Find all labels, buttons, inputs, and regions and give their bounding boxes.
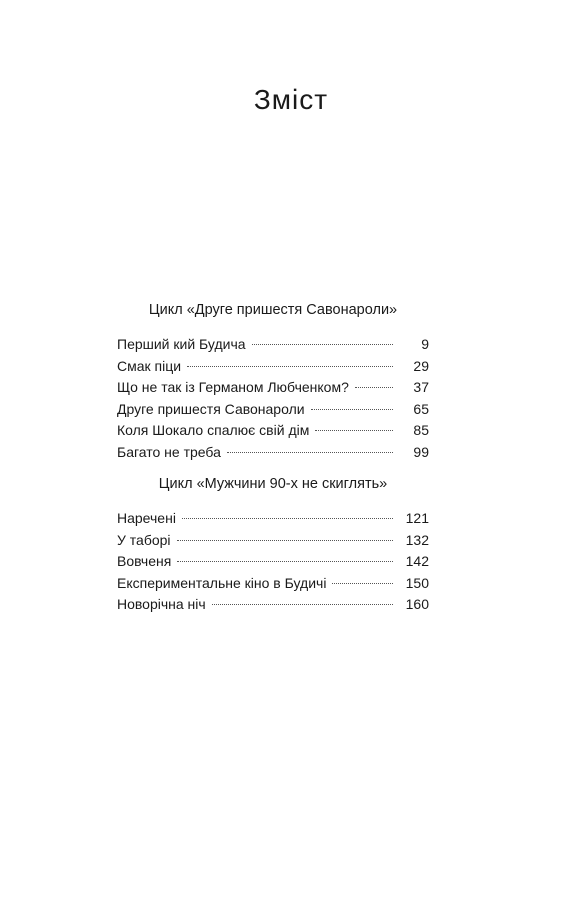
toc-entry-title: Новорічна ніч	[117, 596, 206, 612]
toc-entry-page: 85	[413, 422, 429, 438]
dot-leader	[332, 583, 393, 584]
toc-section	[117, 474, 429, 616]
toc-entry[interactable]	[117, 356, 429, 378]
dot-leader	[177, 540, 393, 541]
toc-entry-title: Експериментальне кіно в Будичі	[117, 574, 327, 591]
toc-entry[interactable]	[117, 442, 429, 464]
page-title: Зміст	[253, 84, 329, 115]
toc-list	[117, 508, 429, 616]
toc-entry-page: 160	[405, 596, 429, 612]
dot-leader	[315, 430, 393, 431]
toc-entry[interactable]	[117, 377, 429, 399]
dot-leader	[227, 452, 393, 453]
dot-leader	[311, 409, 393, 410]
toc-entry-title: Вовченя	[117, 553, 172, 569]
toc-entry-title: Багато не треба	[117, 443, 221, 460]
toc-entry[interactable]	[117, 420, 429, 442]
toc-entry-title: Коля Шокало спалює свій дім	[117, 422, 310, 438]
toc-entry-page: 29	[413, 357, 429, 374]
toc-entry[interactable]	[117, 530, 429, 552]
toc-entry-page: 121	[405, 510, 429, 526]
toc-entry[interactable]	[117, 508, 429, 530]
toc-entry-title: Смак піци	[117, 357, 182, 374]
toc-entry-page: 132	[405, 531, 429, 548]
dot-leader	[212, 604, 393, 605]
toc-list	[117, 334, 429, 463]
toc-entry[interactable]	[117, 399, 429, 421]
toc-entry-title: Друге пришестя Савонароли	[117, 400, 305, 417]
dot-leader	[355, 387, 393, 388]
toc-entry-title: Перший кий Будича	[117, 336, 246, 352]
dot-leader	[177, 561, 393, 562]
toc-entry[interactable]	[117, 573, 429, 595]
toc-entry-page: 150	[405, 574, 429, 591]
section-heading: Цикл «Мужчини 90-х не скиглять»	[158, 476, 388, 492]
toc-entry[interactable]	[117, 594, 429, 616]
dot-leader	[252, 344, 393, 345]
toc-entry-page: 142	[405, 553, 429, 569]
toc-entry-title: Наречені	[117, 510, 176, 526]
toc-entry[interactable]	[117, 334, 429, 356]
toc-entry-page: 65	[413, 400, 429, 417]
dot-leader	[182, 518, 393, 519]
toc-entry-page: 9	[421, 336, 429, 352]
toc-entry-title: Що не так із Германом Любченком?	[117, 379, 349, 395]
toc-entry-title: У таборі	[117, 531, 171, 548]
section-heading: Цикл «Друге пришестя Савонароли»	[148, 302, 398, 318]
toc-entry-page: 37	[413, 379, 429, 395]
toc-entry[interactable]	[117, 551, 429, 573]
toc-entry-page: 99	[413, 443, 429, 460]
dot-leader	[187, 366, 393, 367]
toc-section	[117, 300, 429, 463]
